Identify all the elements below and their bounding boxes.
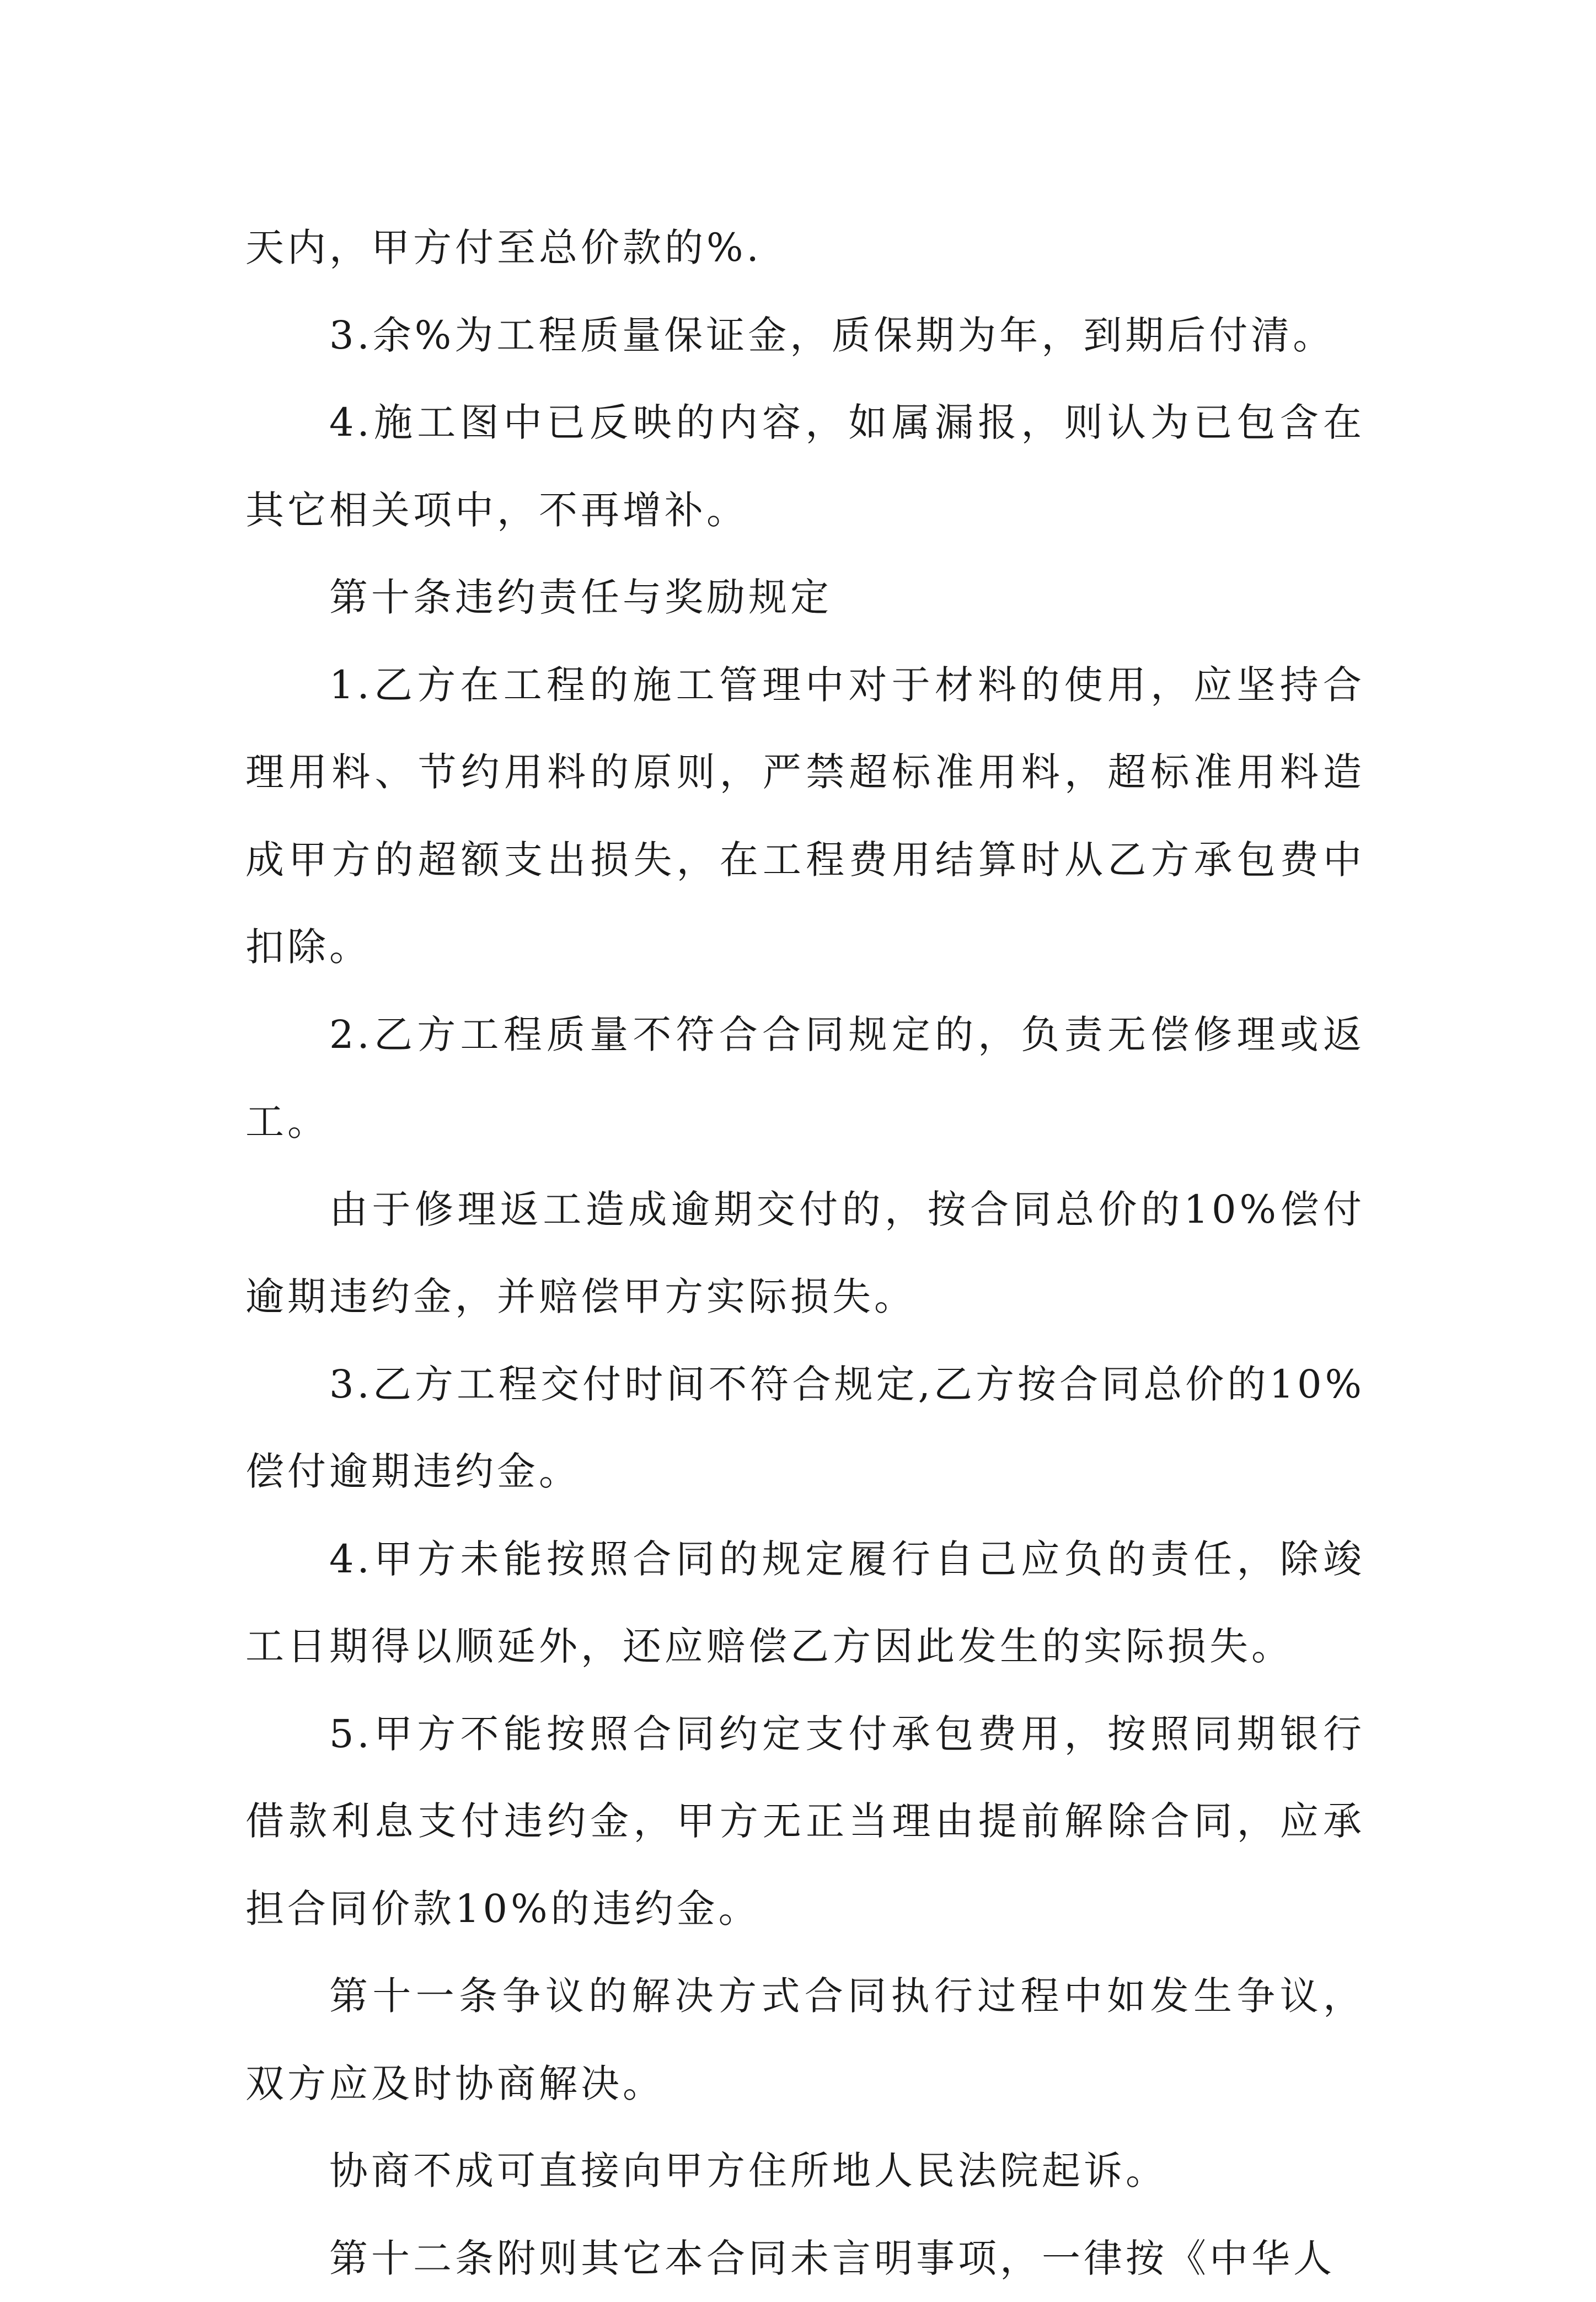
paragraph-payment-continuation: 天内，甲方付至总价款的%. bbox=[245, 204, 1365, 292]
paragraph-material-usage: 1.乙方在工程的施工管理中对于材料的使用，应坚持合理用料、节约用料的原则，严禁超标准用料，超标准用料造成甲方的超额支出损失，在工程费用结算时从乙方承包费中扣除。 bbox=[245, 641, 1365, 991]
document-body bbox=[245, 204, 1365, 2302]
paragraph-quality-repair: 2.乙方工程质量不符合合同规定的，负责无偿修理或返工。 bbox=[245, 991, 1365, 1166]
section-heading-article-10: 第十条违约责任与奖励规定 bbox=[245, 554, 1365, 641]
paragraph-omission-clause: 4.施工图中已反映的内容，如属漏报，则认为已包含在其它相关项中，不再增补。 bbox=[245, 379, 1365, 554]
section-heading-article-12: 第十二条附则其它本合同未言明事项，一律按《中华人 bbox=[245, 2215, 1365, 2302]
paragraph-payment-default: 5.甲方不能按照合同约定支付承包费用，按照同期银行借款利息支付违约金，甲方无正当理由提前解除合同，应承担合同价款10%的违约金。 bbox=[245, 1690, 1365, 1953]
paragraph-delivery-delay: 3.乙方工程交付时间不符合规定,乙方按合同总价的10%偿付逾期违约金。 bbox=[245, 1341, 1365, 1516]
section-heading-article-11: 第十一条争议的解决方式合同执行过程中如发生争议，双方应及时协商解决。 bbox=[245, 1952, 1365, 2127]
paragraph-quality-deposit: 3.余%为工程质量保证金，质保期为年，到期后付清。 bbox=[245, 292, 1365, 379]
paragraph-overdue-penalty: 由于修理返工造成逾期交付的，按合同总价的10%偿付逾期违约金，并赔偿甲方实际损失。 bbox=[245, 1166, 1365, 1341]
paragraph-court-jurisdiction: 协商不成可直接向甲方住所地人民法院起诉。 bbox=[245, 2127, 1365, 2215]
paragraph-party-a-liability: 4.甲方未能按照合同的规定履行自己应负的责任，除竣工日期得以顺延外，还应赔偿乙方因此发生的实际损失。 bbox=[245, 1516, 1365, 1690]
